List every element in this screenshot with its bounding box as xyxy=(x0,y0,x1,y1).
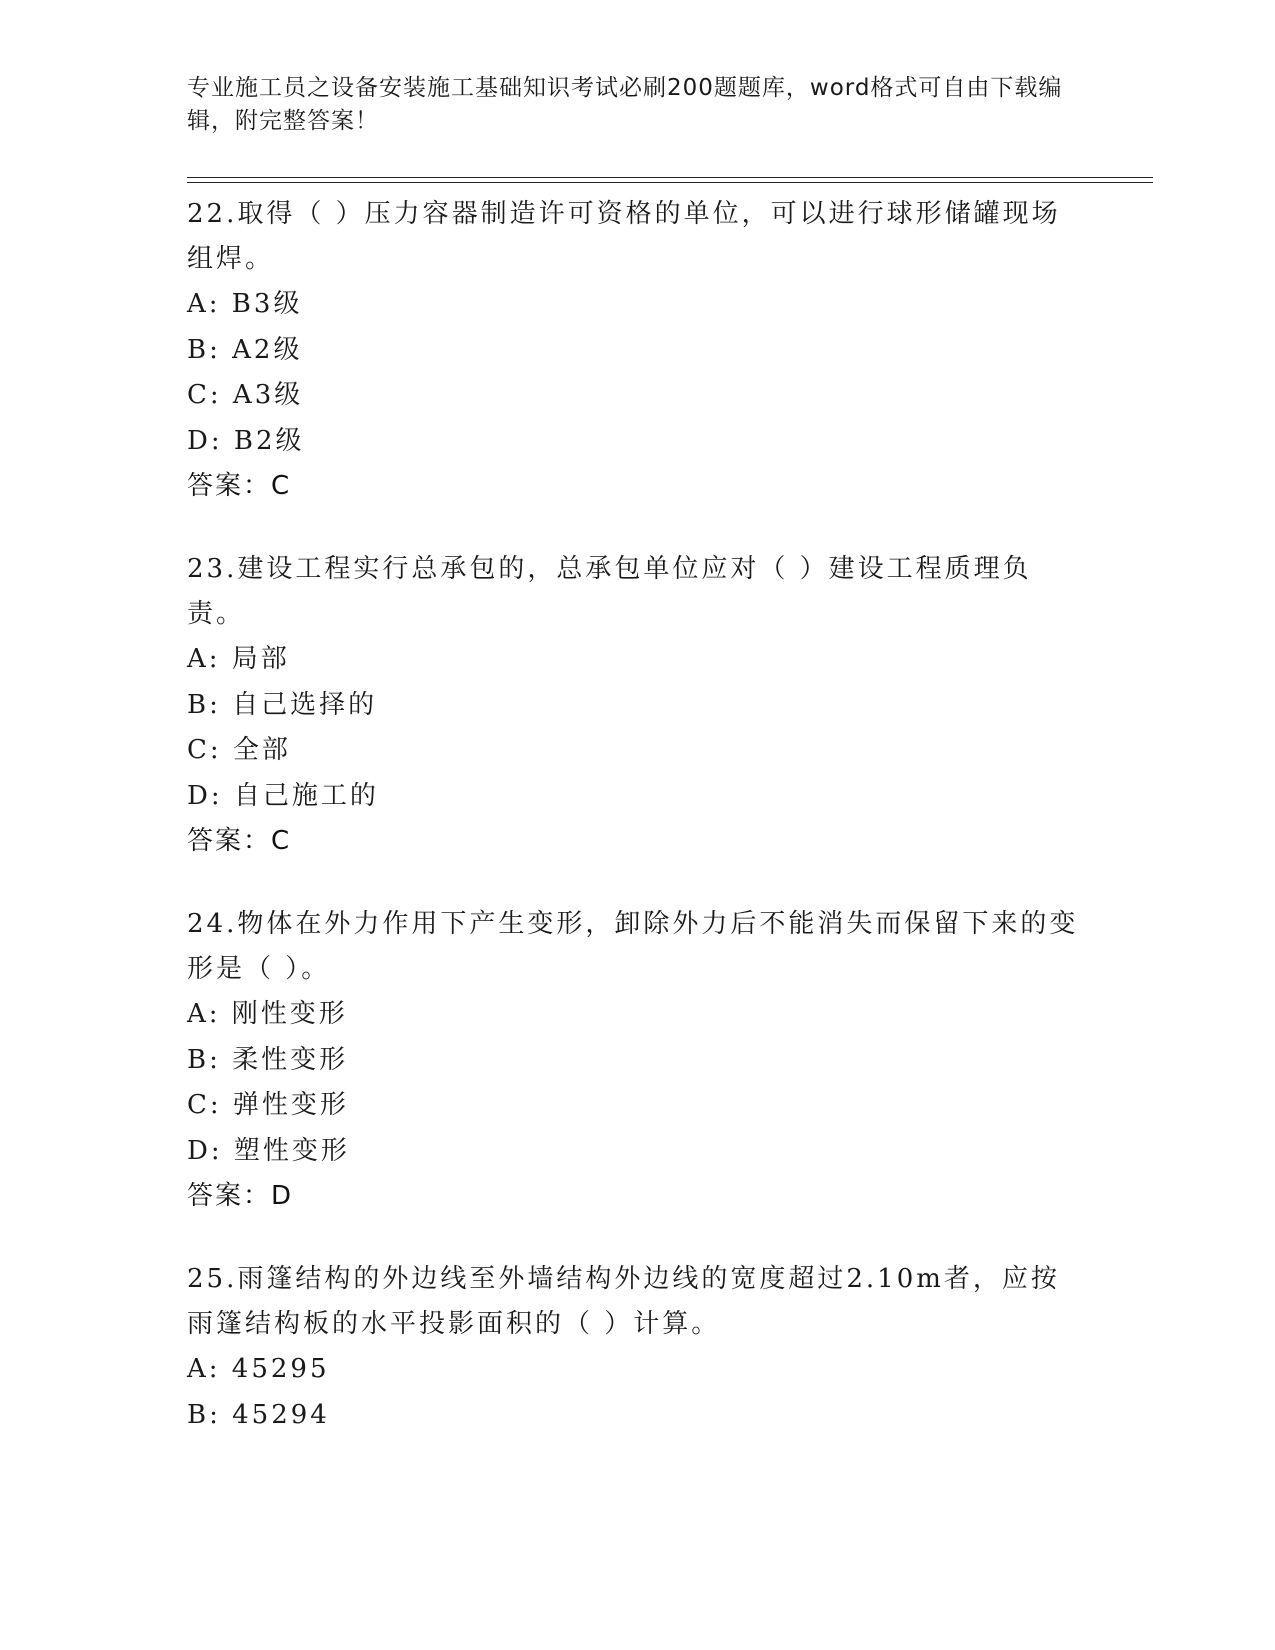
option-a: A: 刚性变形 xyxy=(187,999,348,1029)
option-b: B: A2级 xyxy=(187,334,303,365)
option-c: C: 全部 xyxy=(187,735,291,765)
header-title: 专业施工员之设备安装施工基础知识考试必刷200题题库，word格式可自由下载编辑，附完整答案！ xyxy=(187,75,1063,134)
option-b: B: 柔性变形 xyxy=(187,1044,349,1075)
option-c: C: 弹性变形 xyxy=(187,1090,349,1120)
answer-label: 答案：C xyxy=(187,826,292,856)
header-divider-bottom xyxy=(187,182,1153,183)
option-c: C: A3级 xyxy=(187,380,304,410)
question-stem: 24.物体在外力作用下产生变形，卸除外力后不能消失而保留下来的变形是（ ）。 xyxy=(187,909,1079,984)
question-list xyxy=(187,190,1087,1474)
option-d: D: B2级 xyxy=(187,425,305,456)
question-25 xyxy=(187,1255,1087,1438)
option-b: B: 自己选择的 xyxy=(187,689,378,720)
question-23 xyxy=(187,545,1087,864)
question-stem: 22.取得（ ）压力容器制造许可资格的单位，可以进行球形储罐现场组焊。 xyxy=(187,199,1061,274)
option-a: A: 45295 xyxy=(187,1354,330,1384)
option-a: A: 局部 xyxy=(187,644,290,674)
question-22 xyxy=(187,190,1087,509)
option-b: B: 45294 xyxy=(187,1399,330,1430)
answer-label: 答案：C xyxy=(187,471,292,501)
option-d: D: 塑性变形 xyxy=(187,1135,350,1166)
question-stem: 25.雨篷结构的外边线至外墙结构外边线的宽度超过2.10m者，应按雨篷结构板的水平投影面积的（ ）计算。 xyxy=(187,1264,1060,1339)
question-24 xyxy=(187,900,1087,1219)
document-header xyxy=(187,72,1087,138)
option-a: A: B3级 xyxy=(187,289,303,319)
option-d: D: 自己施工的 xyxy=(187,780,379,811)
question-stem: 23.建设工程实行总承包的，总承包单位应对（ ）建设工程质理负责。 xyxy=(187,554,1032,629)
header-divider-top xyxy=(187,177,1153,178)
answer-label: 答案：D xyxy=(187,1181,294,1211)
